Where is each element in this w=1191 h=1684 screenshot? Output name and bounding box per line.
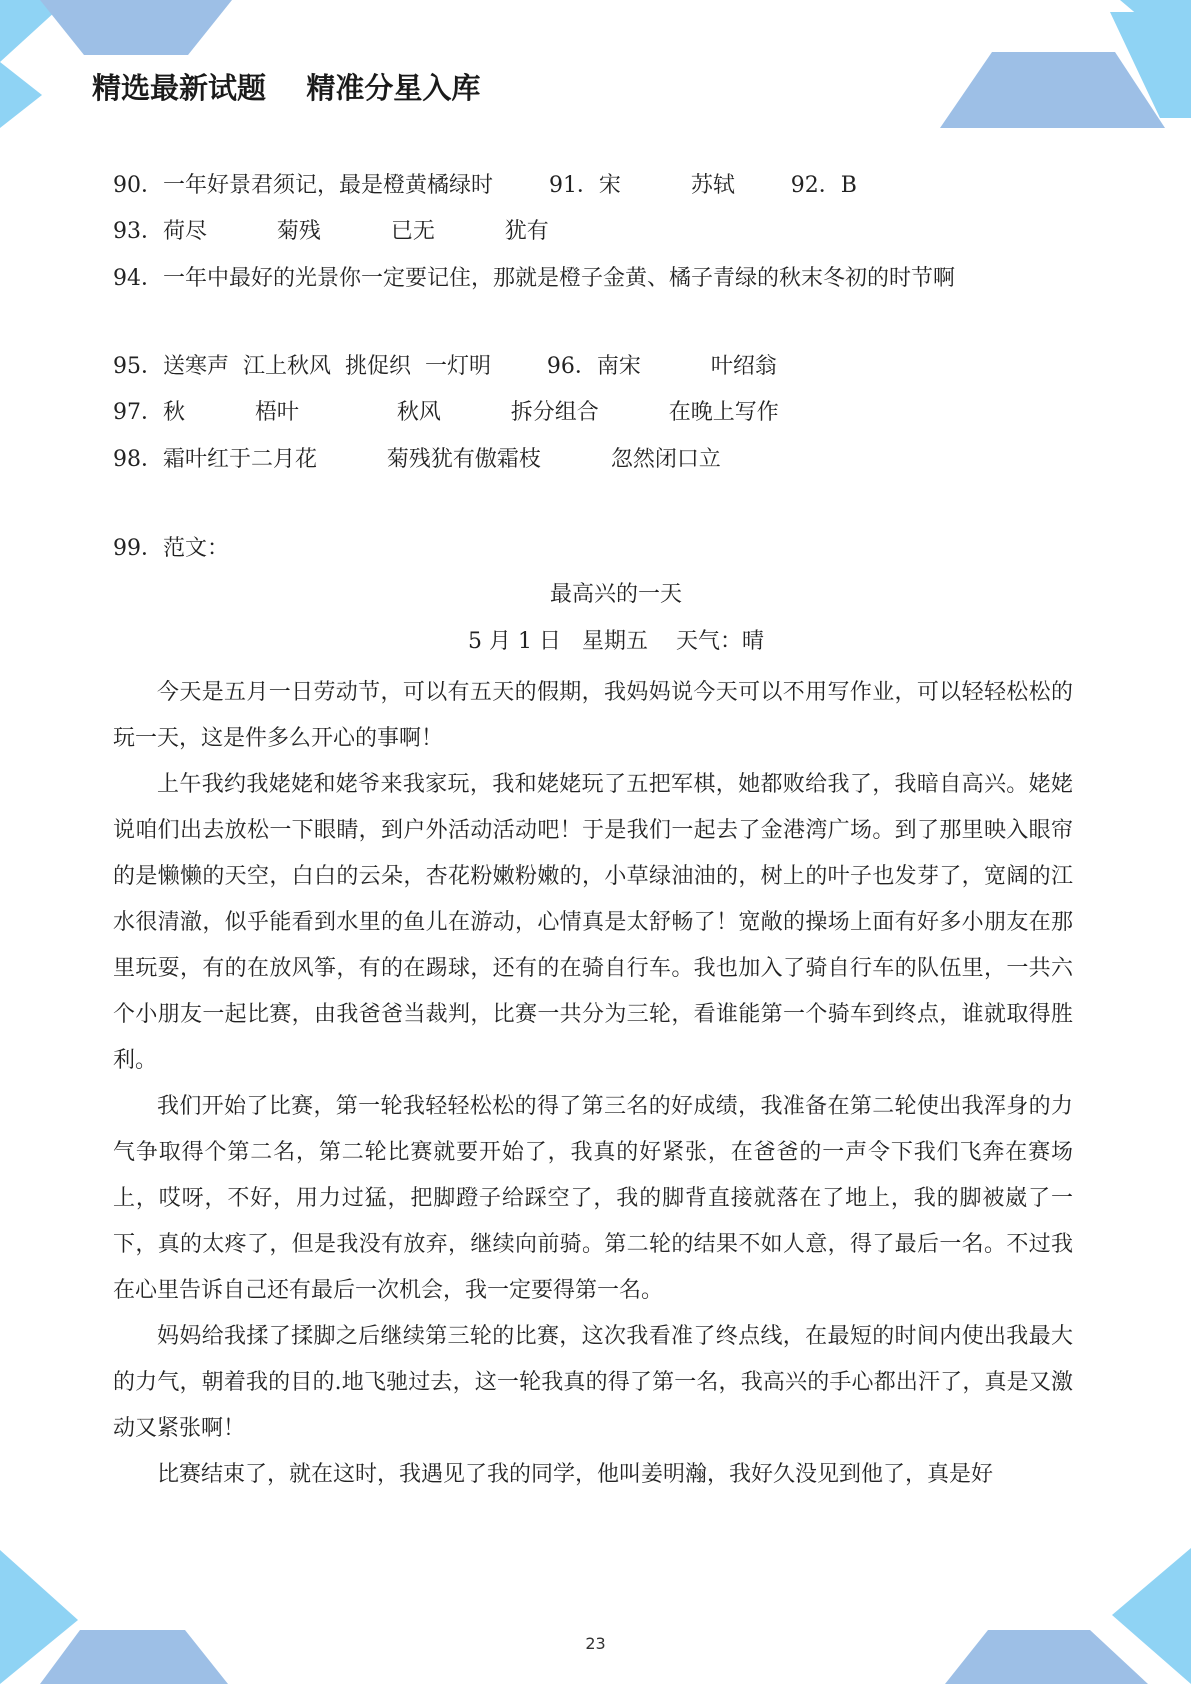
answer-line-95-96: 95．送寒声 江上秋风 挑促织 一灯明 96．南宋 叶绍翁 (113, 354, 777, 379)
essay-paragraph: 今天是五月一日劳动节，可以有五天的假期，我妈妈说今天可以不用写作业，可以轻轻松松的玩一天，这是件多么开心的事啊！ (113, 680, 1073, 751)
top-right-triangle (1120, 0, 1191, 60)
top-right-side-shape (1110, 12, 1191, 118)
top-right-trapezoid (940, 52, 1165, 128)
essay-paragraph: 上午我约我姥姥和姥爷来我家玩，我和姥姥玩了五把军棋，她都败给我了，我暗自高兴。姥姥说咱们出去放松一下眼睛，到户外活动活动吧！于是我们一起去了金港湾广场。到了那里映入眼帘的是懒懒的天空，白白的云朵，杏花粉嫩粉嫩的，小草绿油油的，树上的叶子也发芽了，宽阔的江水很清澈，似乎能看到水里的鱼儿在游动，心情真是太舒畅了！宽敞的操场上面有好多小朋友在那里玩耍，有的在放风筝，有的在踢球，还有的在骑自行车。我也加入了骑自行车的队伍里，一共六个小朋友一起比赛，由我爸爸当裁判，比赛一共分为三轮，看谁能第一个骑车到终点，谁就取得胜利。 (113, 772, 1073, 1073)
essay-paragraph: 妈妈给我揉了揉脚之后继续第三轮的比赛，这次我看准了终点线，在最短的时间内使出我最大的力气，朝着我的目的.地飞驰过去，这一轮我真的得了第一名，我高兴的手心都出汗了，真是又激动又紧张啊！ (113, 1324, 1073, 1441)
essay-date-line: 5 月 1 日 星期五 天气：晴 (468, 629, 764, 654)
header-title: 精选最新试题 精准分星入库 (92, 71, 481, 105)
answer-line-99: 99．范文： (113, 536, 229, 561)
top-left-side-triangle (0, 62, 42, 128)
answer-line-97: 97．秋 梧叶 秋风 拆分组合 在晚上写作 (113, 400, 779, 425)
top-left-triangle (0, 0, 68, 62)
answer-line-93: 93．荷尽 菊残 已无 犹有 (113, 219, 549, 244)
essay-title: 最高兴的一天 (549, 582, 682, 607)
answer-line-94: 94．一年中最好的光景你一定要记住，那就是橙子金黄、橘子青绿的秋末冬初的时节啊 (113, 266, 955, 291)
essay-paragraph: 我们开始了比赛，第一轮我轻轻松松的得了第三名的好成绩，我准备在第二轮使出我浑身的力气争取得个第二名，第二轮比赛就要开始了，我真的好紧张，在爸爸的一声令下我们飞奔在赛场上，哎呀，不好，用力过猛，把脚蹬子给踩空了，我的脚背直接就落在了地上，我的脚被崴了一下，真的太疼了，但是我没有放弃，继续向前骑。第二轮的结果不如人意，得了最后一名。不过我在心里告诉自己还有最后一次机会，我一定要得第一名。 (113, 1094, 1073, 1303)
page-number: 23 (585, 1634, 606, 1653)
bottom-right-triangle (1112, 1548, 1191, 1684)
answer-line-90-92: 90．一年好景君须记，最是橙黄橘绿时 91．宋 苏轼 92．B (113, 173, 857, 198)
bottom-left-triangle (0, 1550, 78, 1684)
top-left-trapezoid (40, 0, 232, 55)
essay-paragraph: 比赛结束了，就在这时，我遇见了我的同学，他叫姜明瀚，我好久没见到他了，真是好 (157, 1462, 994, 1487)
answer-line-98: 98．霜叶红于二月花 菊残犹有傲霜枝 忽然闭口立 (113, 447, 721, 472)
essay-body (113, 670, 1073, 1498)
